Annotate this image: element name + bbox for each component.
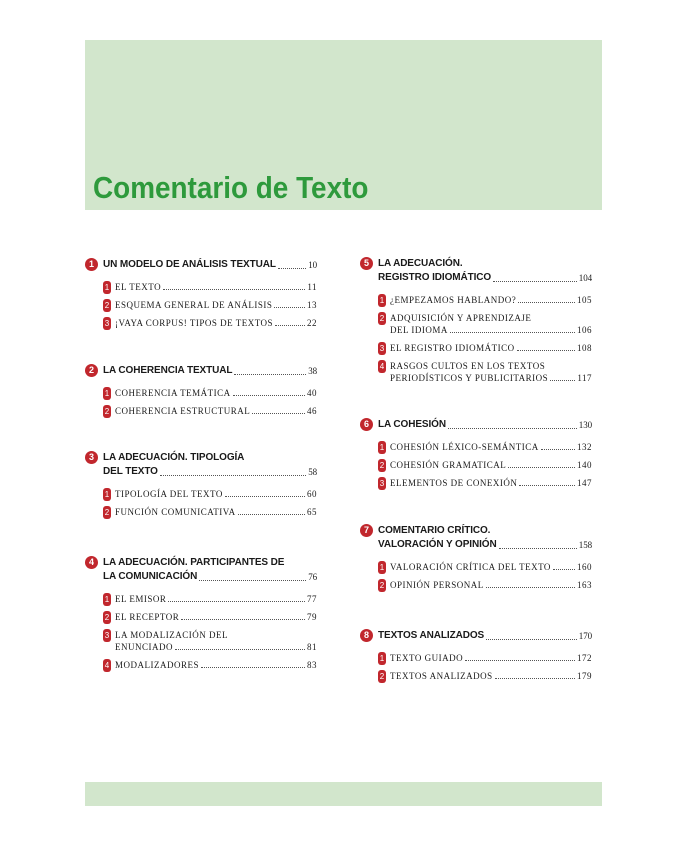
toc-entry[interactable] — [85, 317, 317, 329]
entry-number-badge: 2 — [379, 581, 385, 590]
entry-title: TEXTOS ANALIZADOS — [390, 671, 493, 681]
entry-title: COHERENCIA ESTRUCTURAL — [115, 406, 251, 416]
entry-text — [390, 441, 592, 453]
entry-page-number: 106 — [577, 325, 592, 335]
section-title-text: LA ADECUACIÓN. — [378, 258, 463, 269]
entry-text — [115, 281, 317, 293]
toc-entry[interactable] — [85, 629, 317, 653]
entry-number-badge: 2 — [104, 613, 110, 622]
toc-section-3 — [85, 451, 317, 518]
leader-dots — [168, 601, 305, 602]
toc-section-5 — [360, 257, 592, 384]
section-title-line — [378, 629, 592, 643]
section-page-number: 10 — [308, 260, 317, 270]
entry-page-number: 105 — [577, 295, 592, 305]
entry-number-badge: 2 — [104, 407, 110, 416]
leader-dots — [508, 467, 575, 468]
section-number-badge: 4 — [85, 556, 98, 569]
entry-title: COHESIÓN GRAMATICAL — [390, 460, 507, 470]
leader-dots — [519, 485, 575, 486]
entry-line — [115, 299, 317, 311]
section-title-text: LA COMUNICACIÓN — [103, 571, 198, 582]
entry-text — [115, 593, 317, 605]
leader-dots — [233, 395, 305, 396]
entry-page-number: 179 — [577, 671, 592, 681]
entry-number-badge: 1 — [379, 296, 385, 305]
entry-title: COHERENCIA TEMÁTICA — [115, 388, 231, 398]
entry-title: ENUNCIADO — [115, 642, 173, 652]
section-heading[interactable] — [360, 418, 592, 432]
toc-section-6 — [360, 418, 592, 489]
toc-section-8 — [360, 629, 592, 682]
entry-line — [115, 281, 317, 293]
entry-number-badge: 1 — [379, 654, 385, 663]
leader-dots — [181, 619, 305, 620]
toc-entry[interactable] — [85, 593, 317, 605]
section-heading[interactable] — [360, 257, 592, 285]
leader-dots — [448, 428, 577, 429]
leader-dots — [495, 678, 575, 679]
toc-section-1 — [85, 258, 317, 329]
entry-text — [390, 670, 592, 682]
entry-line — [115, 317, 317, 329]
section-title — [103, 556, 317, 584]
section-number-badge: 7 — [360, 524, 373, 537]
entry-line — [115, 611, 317, 623]
entry-title: COHESIÓN LÉXICO-SEMÁNTICA — [390, 442, 539, 452]
section-page-number: 130 — [578, 420, 592, 430]
entry-text — [115, 629, 317, 653]
toc-entry[interactable] — [360, 579, 592, 591]
section-title-text: LA COHERENCIA TEXTUAL — [103, 365, 233, 376]
leader-dots — [517, 350, 575, 351]
entry-text — [115, 611, 317, 623]
section-heading[interactable] — [85, 258, 317, 272]
subsection-list — [85, 281, 317, 329]
leader-dots — [486, 639, 577, 640]
entry-line — [115, 641, 317, 653]
section-title-text: LA COHESIÓN — [378, 419, 446, 430]
entry-line — [115, 405, 317, 417]
entry-page-number: 13 — [307, 300, 317, 310]
entry-title: ADQUISICIÓN Y APRENDIZAJE — [390, 313, 532, 323]
subsection-list — [85, 593, 317, 671]
section-page-number: 58 — [308, 467, 317, 477]
leader-dots — [201, 667, 305, 668]
page-title: Comentario de Texto — [93, 170, 369, 205]
entry-title: DEL IDIOMA — [390, 325, 448, 335]
section-title-line — [103, 570, 317, 584]
entry-title: LA MODALIZACIÓN DEL — [115, 630, 228, 640]
toc-column-right — [360, 257, 592, 688]
entry-page-number: 83 — [307, 660, 317, 670]
section-title-text: COMENTARIO CRÍTICO. — [378, 525, 491, 536]
entry-number-badge: 1 — [104, 283, 110, 292]
section-title — [378, 524, 592, 552]
entry-page-number: 40 — [307, 388, 317, 398]
entry-number-badge: 1 — [379, 443, 385, 452]
section-title-text: LA ADECUACIÓN. TIPOLOGÍA — [103, 452, 245, 463]
entry-line — [390, 459, 592, 471]
entry-line — [390, 561, 592, 573]
subsection-list — [360, 294, 592, 384]
entry-number-badge: 3 — [104, 319, 110, 328]
entry-title: VALORACIÓN CRÍTICA DEL TEXTO — [390, 562, 551, 572]
toc-entry[interactable] — [360, 441, 592, 453]
entry-text — [390, 294, 592, 306]
entry-number-badge: 3 — [104, 631, 110, 640]
leader-dots — [275, 325, 305, 326]
entry-line — [390, 579, 592, 591]
leader-dots — [234, 374, 306, 375]
toc-entry[interactable] — [85, 488, 317, 500]
entry-number-badge: 2 — [104, 508, 110, 517]
leader-dots — [550, 380, 575, 381]
entry-title: ELEMENTOS DE CONEXIÓN — [390, 478, 518, 488]
toc-entry[interactable] — [85, 659, 317, 671]
toc-section-2 — [85, 364, 317, 417]
entry-text — [390, 360, 592, 384]
section-title — [378, 257, 592, 285]
section-title-line — [103, 258, 317, 272]
section-title — [378, 418, 592, 432]
entry-title: OPINIÓN PERSONAL — [390, 580, 484, 590]
entry-number-badge: 1 — [104, 595, 110, 604]
entry-page-number: 160 — [577, 562, 592, 572]
entry-line — [390, 372, 592, 384]
section-title — [103, 258, 317, 272]
entry-title: PERIODÍSTICOS Y PUBLICITARIOS — [390, 373, 549, 383]
entry-text — [115, 317, 317, 329]
entry-page-number: 81 — [307, 642, 317, 652]
toc-entry[interactable] — [85, 611, 317, 623]
entry-number-badge: 1 — [104, 389, 110, 398]
entry-page-number: 108 — [577, 343, 592, 353]
toc-entry[interactable] — [360, 652, 592, 664]
entry-line — [390, 477, 592, 489]
toc-entry[interactable] — [360, 477, 592, 489]
leader-dots — [553, 569, 575, 570]
entry-page-number: 172 — [577, 653, 592, 663]
section-number-badge: 1 — [85, 258, 98, 271]
toc-entry[interactable] — [85, 506, 317, 518]
entry-line — [115, 593, 317, 605]
section-page-number: 104 — [578, 273, 592, 283]
entry-number-badge: 3 — [379, 479, 385, 488]
section-title-text: TEXTOS ANALIZADOS — [378, 630, 485, 641]
entry-line — [115, 659, 317, 671]
toc-entry[interactable] — [85, 387, 317, 399]
leader-dots — [163, 289, 305, 290]
entry-number-badge: 2 — [379, 461, 385, 470]
toc-entry[interactable] — [360, 294, 592, 306]
entry-title: EL EMISOR — [115, 594, 167, 604]
section-title-text: DEL TEXTO — [103, 466, 158, 477]
entry-number-badge: 1 — [379, 563, 385, 572]
entry-text — [390, 561, 592, 573]
toc-entry[interactable] — [85, 405, 317, 417]
entry-page-number: 11 — [307, 282, 317, 292]
section-title-line — [378, 538, 592, 552]
entry-title: EL REGISTRO IDIOMÁTICO — [390, 343, 515, 353]
entry-number-badge: 1 — [104, 490, 110, 499]
section-title-line — [378, 418, 592, 432]
leader-dots — [450, 332, 575, 333]
entry-page-number: 22 — [307, 318, 317, 328]
leader-dots — [175, 649, 305, 650]
toc-entry[interactable] — [360, 342, 592, 354]
entry-number-badge: 2 — [379, 314, 385, 323]
entry-line — [390, 670, 592, 682]
section-heading[interactable] — [85, 451, 317, 479]
section-page-number: 76 — [308, 572, 317, 582]
toc-section-7 — [360, 524, 592, 591]
entry-page-number: 79 — [307, 612, 317, 622]
entry-title: TEXTO GUIADO — [390, 653, 464, 663]
toc-column-left — [85, 258, 317, 677]
toc-entry[interactable] — [85, 281, 317, 293]
toc-entry[interactable] — [360, 459, 592, 471]
subsection-list — [85, 488, 317, 518]
toc-entry[interactable] — [360, 561, 592, 573]
section-page-number: 158 — [578, 540, 592, 550]
entry-text — [390, 477, 592, 489]
entry-number-badge: 3 — [379, 344, 385, 353]
entry-page-number: 117 — [577, 373, 592, 383]
subsection-list — [360, 561, 592, 591]
entry-text — [390, 652, 592, 664]
toc-entry[interactable] — [85, 299, 317, 311]
subsection-list — [360, 652, 592, 682]
section-heading[interactable] — [85, 556, 317, 584]
entry-line — [115, 387, 317, 399]
section-number-badge: 6 — [360, 418, 373, 431]
entry-text — [115, 506, 317, 518]
leader-dots — [486, 587, 575, 588]
leader-dots — [465, 660, 575, 661]
entry-title: ¡VAYA CORPUS! TIPOS DE TEXTOS — [115, 318, 274, 328]
entry-title: EL RECEPTOR — [115, 612, 180, 622]
toc-entry[interactable] — [360, 312, 592, 336]
entry-title: MODALIZADORES — [115, 660, 199, 670]
entry-page-number: 65 — [307, 507, 317, 517]
entry-page-number: 60 — [307, 489, 317, 499]
entry-line — [390, 342, 592, 354]
entry-line — [115, 506, 317, 518]
section-number-badge: 2 — [85, 364, 98, 377]
leader-dots — [518, 302, 575, 303]
entry-line — [115, 488, 317, 500]
leader-dots — [541, 449, 575, 450]
entry-line — [390, 294, 592, 306]
toc-entry[interactable] — [360, 670, 592, 682]
subsection-list — [85, 387, 317, 417]
entry-text — [390, 342, 592, 354]
entry-title: RASGOS CULTOS EN LOS TEXTOS — [390, 361, 546, 371]
entry-page-number: 77 — [307, 594, 317, 604]
section-title — [103, 364, 317, 378]
leader-dots — [493, 281, 577, 282]
entry-title: EL TEXTO — [115, 282, 162, 292]
entry-page-number: 163 — [577, 580, 592, 590]
section-title-line — [103, 364, 317, 378]
subsection-list — [360, 441, 592, 489]
section-heading[interactable] — [85, 364, 317, 378]
leader-dots — [238, 514, 305, 515]
section-title-text: VALORACIÓN Y OPINIÓN — [378, 539, 497, 550]
leader-dots — [499, 548, 577, 549]
section-page-number: 38 — [308, 366, 317, 376]
entry-title: ¿EMPEZAMOS HABLANDO? — [390, 295, 517, 305]
entry-text — [390, 579, 592, 591]
entry-text — [115, 387, 317, 399]
section-title-text: LA ADECUACIÓN. PARTICIPANTES DE — [103, 557, 285, 568]
section-title — [378, 629, 592, 643]
entry-text — [115, 488, 317, 500]
section-title-line — [378, 271, 592, 285]
entry-text — [390, 459, 592, 471]
entry-text — [115, 405, 317, 417]
entry-line — [390, 324, 592, 336]
section-number-badge: 8 — [360, 629, 373, 642]
section-heading[interactable] — [360, 629, 592, 643]
entry-page-number: 46 — [307, 406, 317, 416]
entry-page-number: 132 — [577, 442, 592, 452]
leader-dots — [160, 475, 306, 476]
entry-title: ESQUEMA GENERAL DE ANÁLISIS — [115, 300, 273, 310]
entry-text — [115, 659, 317, 671]
entry-number-badge: 2 — [379, 672, 385, 681]
entry-number-badge: 4 — [379, 362, 385, 371]
toc-section-4 — [85, 556, 317, 671]
entry-page-number: 147 — [577, 478, 592, 488]
section-number-badge: 5 — [360, 257, 373, 270]
section-title — [103, 451, 317, 479]
entry-title: FUNCIÓN COMUNICATIVA — [115, 507, 236, 517]
section-title-line — [103, 465, 317, 479]
entry-page-number: 140 — [577, 460, 592, 470]
header-band — [85, 40, 602, 210]
entry-number-badge: 2 — [104, 301, 110, 310]
section-title-text: UN MODELO DE ANÁLISIS TEXTUAL — [103, 259, 276, 270]
leader-dots — [225, 496, 305, 497]
leader-dots — [278, 268, 306, 269]
entry-title: TIPOLOGÍA DEL TEXTO — [115, 489, 223, 499]
leader-dots — [274, 307, 305, 308]
toc-entry[interactable] — [360, 360, 592, 384]
section-title-text: REGISTRO IDIOMÁTICO — [378, 272, 492, 283]
entry-text — [115, 299, 317, 311]
entry-number-badge: 4 — [104, 661, 110, 670]
section-number-badge: 3 — [85, 451, 98, 464]
entry-line — [390, 441, 592, 453]
entry-text — [390, 312, 592, 336]
entry-line — [390, 652, 592, 664]
section-page-number: 170 — [578, 631, 592, 641]
footer-band — [85, 782, 602, 806]
section-heading[interactable] — [360, 524, 592, 552]
leader-dots — [252, 413, 305, 414]
leader-dots — [199, 580, 306, 581]
